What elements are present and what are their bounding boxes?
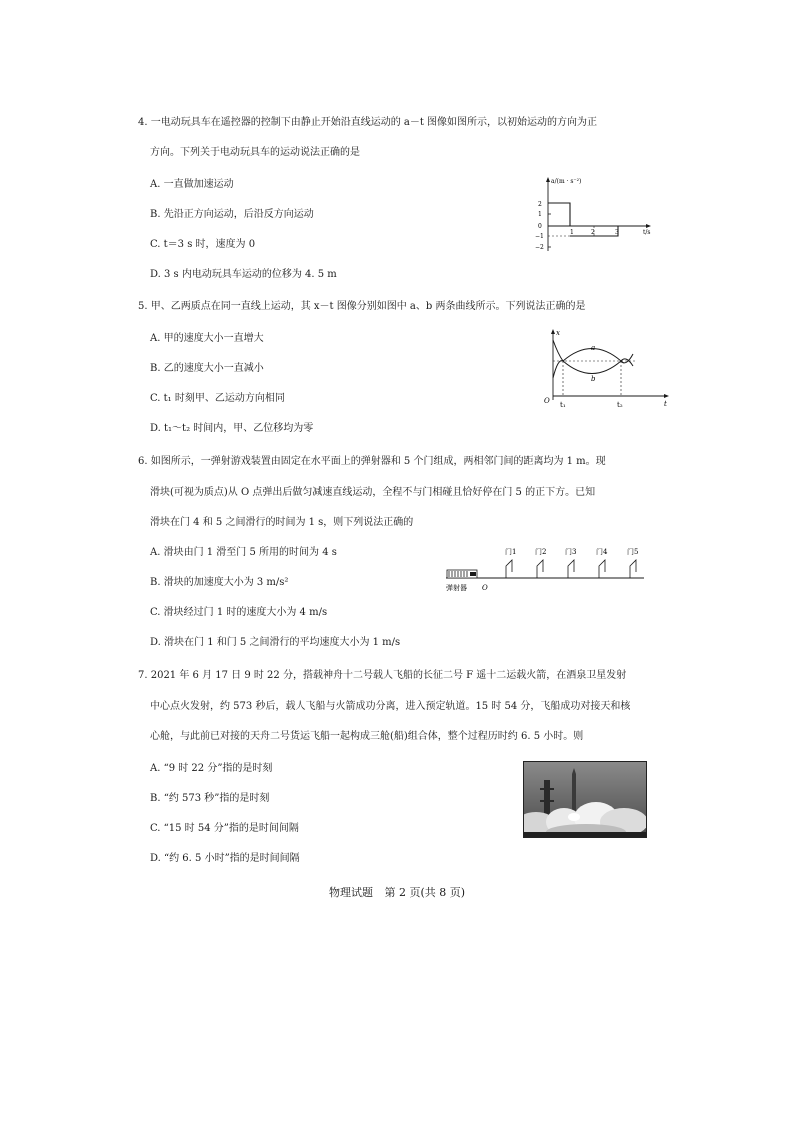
q4-option-d: D. 3 s 内电动玩具车运动的位移为 4. 5 m	[150, 269, 337, 280]
q5-option-b: B. 乙的速度大小一直减小	[150, 363, 264, 374]
q6-option-b: B. 滑块的加速度大小为 3 m/s²	[150, 577, 289, 588]
q4-xtick-2: 2	[591, 229, 595, 236]
q4-option-c: C. t＝3 s 时，速度为 0	[150, 239, 256, 250]
q4-ytick-0: 0	[538, 223, 542, 230]
q6-gate-4	[596, 547, 608, 578]
q4-segment-positive	[548, 203, 570, 226]
q4-xtick-1: 1	[570, 229, 574, 236]
q4-option-b: B. 先沿正方向运动，后沿反方向运动	[150, 209, 314, 220]
footer-subject: 物理试题	[328, 886, 373, 899]
q4-y-label: a/(m · s⁻²)	[551, 178, 582, 185]
q4-ytick-neg1: −1	[535, 233, 544, 240]
svg-text:门2: 门2	[535, 548, 547, 556]
q6-stem-line2: 滑块(可视为质点)从 O 点弹出后做匀减速直线运动，全程不与门相碰且恰好停在门 5 的正下方。已知	[150, 487, 596, 498]
q6-launcher-figure	[444, 542, 654, 594]
page-footer	[0, 884, 794, 900]
svg-text:门4: 门4	[596, 548, 608, 556]
q4-ytick-neg2: −2	[535, 244, 544, 251]
q7-option-b: B. “约 573 秒”指的是时刻	[150, 793, 270, 804]
q4-xtick-3: 3	[615, 229, 619, 236]
q5-label-a: a	[591, 344, 596, 352]
q6-option-d: D. 滑块在门 1 和门 5 之间滑行的平均速度大小为 1 m/s	[150, 637, 401, 648]
q4-at-graph	[520, 176, 660, 256]
q6-stem-line1: 6. 如图所示，一弹射游戏装置由固定在水平面上的弹射器和 5 个门组成，两相邻门间的距离均为 1 m。现	[138, 456, 606, 467]
q5-y-label: x	[556, 329, 560, 337]
svg-text:门1: 门1	[505, 548, 517, 556]
q7-stem-line1: 7. 2021 年 6 月 17 日 9 时 22 分，搭载神舟十二号载人飞船的长征二号 F 遥十二运载火箭，在酒泉卫星发射	[138, 670, 627, 681]
q4-ytick-2: 2	[538, 201, 542, 208]
q4-ytick-1: 1	[538, 211, 542, 218]
svg-text:门3: 门3	[565, 548, 577, 556]
q6-gate-5	[627, 547, 638, 578]
q6-stem-line3: 滑块在门 4 和 5 之间滑行的时间为 1 s，则下列说法正确的	[150, 517, 414, 528]
q6-launcher-label: 弹射器	[446, 584, 467, 592]
q6-option-a: A. 滑块由门 1 滑至门 5 所用的时间为 4 s	[150, 547, 337, 558]
q6-gate-3	[565, 547, 576, 578]
q7-option-c: C. “15 时 54 分”指的是时间间隔	[150, 823, 299, 834]
q6-option-c: C. 滑块经过门 1 时的速度大小为 4 m/s	[150, 607, 328, 618]
q6-gate-2	[535, 547, 546, 578]
q4-x-label: t/s	[643, 229, 651, 236]
q5-option-a: A. 甲的速度大小一直增大	[150, 333, 264, 344]
q4-option-a: A. 一直做加速运动	[150, 179, 234, 190]
q4-stem-line1: 4. 一电动玩具车在遥控器的控制下由静止开始沿直线运动的 a－t 图像如图所示，以初始运动的方向为正	[138, 117, 598, 128]
q5-origin: O	[544, 397, 550, 405]
q7-stem-line3: 心舱，与此前已对接的天舟二号货运飞船一起构成三舱(船)组合体，整个过程历时约 6. 5 小时。则	[150, 731, 584, 742]
q4-x-arrow	[646, 224, 651, 228]
q5-t2: t₂	[617, 401, 623, 409]
svg-text:门5: 门5	[627, 548, 639, 556]
rocket	[572, 774, 576, 814]
q5-x-label: t	[664, 400, 667, 408]
q5-label-b: b	[591, 375, 596, 383]
q4-stem-line2: 方向。下列关于电动玩具车的运动说法正确的是	[150, 147, 360, 158]
q5-option-c: C. t₁ 时刻甲、乙运动方向相同	[150, 393, 285, 404]
q7-option-d: D. “约 6. 5 小时”指的是时间间隔	[150, 853, 300, 864]
q5-t1: t₁	[560, 401, 566, 409]
q5-option-d: D. t₁～t₂ 时间内，甲、乙位移均为零	[150, 423, 314, 434]
rocket-launch-photo	[523, 761, 647, 838]
q6-gate-1	[505, 547, 516, 578]
q7-stem-line2: 中心点火发射，约 573 秒后，载人飞船与火箭成功分离，进入预定轨道。15 时 54 分，飞船成功对接天和核	[150, 701, 631, 712]
q4-y-arrow	[546, 177, 550, 182]
footer-page-number: 第 2 页(共 8 页)	[384, 886, 466, 899]
q5-xt-graph	[535, 328, 675, 408]
q6-origin: O	[482, 584, 488, 592]
q7-option-a: A. “9 时 22 分”指的是时刻	[150, 763, 273, 774]
q5-stem: 5. 甲、乙两质点在同一直线上运动，其 x－t 图像分别如图中 a、b 两条曲线所示。下列说法正确的是	[138, 301, 586, 312]
